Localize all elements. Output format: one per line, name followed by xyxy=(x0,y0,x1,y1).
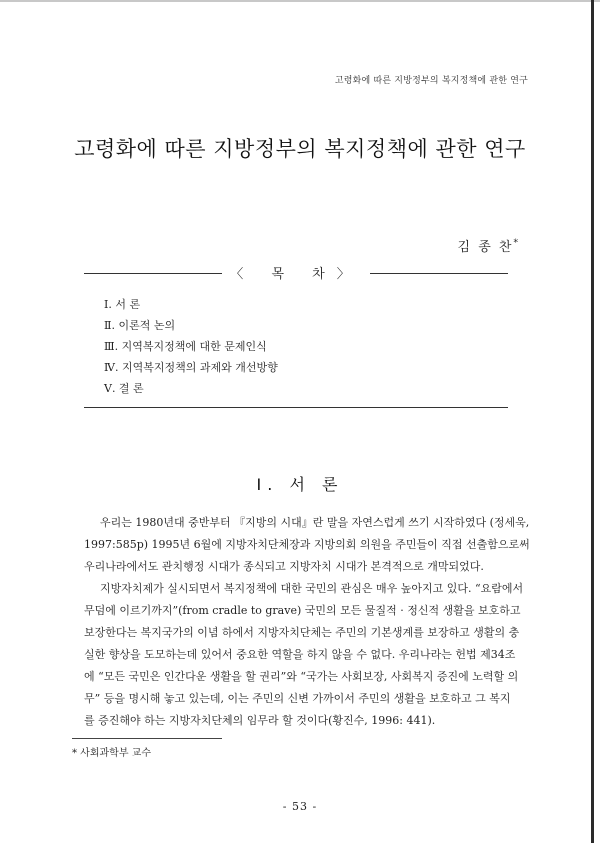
toc-item: Ⅳ. 지역복지정책의 과제와 개선방향 xyxy=(104,361,278,374)
toc-item: Ⅰ. 서 론 xyxy=(104,298,141,311)
toc-heading-text: 목 차 xyxy=(271,267,337,282)
text-line: 지방자치제가 실시되면서 복지정책에 대한 국민의 관심은 매우 높아지고 있다. “요람에서 xyxy=(100,582,524,595)
text-line: 1997:585p) 1995년 6월에 지방자치단체장과 지방의회 의원을 주민들이 직접 선출함으로써 xyxy=(84,538,530,551)
toc-heading-wrap xyxy=(84,263,508,282)
page-number: - 53 - xyxy=(282,800,318,813)
text-line: 무” 등을 명시해 놓고 있는데, 이는 주민의 신변 가까이서 주민의 생활을 보호하고 그 복지 xyxy=(84,692,511,705)
text-line: 우리나라에서도 관치행정 시대가 종식되고 지방자치 시대가 본격적으로 개막되었다. xyxy=(84,560,484,573)
table-of-contents xyxy=(84,267,508,408)
toc-item: Ⅴ. 결 론 xyxy=(104,382,144,395)
toc-item: Ⅱ. 이론적 논의 xyxy=(104,319,176,332)
section-heading: Ⅰ. 서 론 xyxy=(256,475,344,494)
paragraph-2 xyxy=(84,578,524,732)
toc-item: Ⅲ. 지역복지정책에 대한 문제인식 xyxy=(104,340,267,353)
page-top-edge xyxy=(0,0,600,2)
author-footnote-mark: * xyxy=(513,238,518,249)
author-name: 김 종 찬 xyxy=(457,240,514,255)
body-text xyxy=(84,512,530,732)
text-line: 실한 향상을 도모하는데 있어서 중요한 역할을 하지 않을 수 없다. 우리나라는 헌법 제34조 xyxy=(84,648,516,661)
footnote: * 사회과학부 교수 xyxy=(72,748,151,759)
text-line: 에 “모든 국민은 인간다운 생활을 할 권리”와 “국가는 사회보장, 사회복지 증진에 노력할 의 xyxy=(84,670,519,683)
running-header: 고령화에 따른 지방정부의 복지정책에 관한 연구 xyxy=(334,76,528,86)
toc-list xyxy=(104,294,278,399)
paragraph-1 xyxy=(84,512,530,578)
text-line: 우리는 1980년대 중반부터 『지방의 시대』란 말을 자연스럽게 쓰기 시작하였다 (정세욱, xyxy=(100,516,530,529)
text-line: 보장한다는 복지국가의 이념 하에서 지방자치단체는 주민의 기본생계를 보장하고 생활의 충 xyxy=(84,626,520,639)
author xyxy=(458,236,518,255)
footnote-divider xyxy=(72,738,222,739)
page-binding-edge xyxy=(591,0,594,843)
text-line: 무덤에 이르기까지”(from cradle to grave) 국민의 모든 물질적 · 정신적 생활을 보호하고 xyxy=(84,604,521,617)
text-line: 를 증진해야 하는 지방자치단체의 임무라 할 것이다(황진수, 1996: 441). xyxy=(84,714,436,727)
toc-heading: 〈 목 차〉 xyxy=(222,267,369,282)
paper-title: 고령화에 따른 지방정부의 복지정책에 관한 연구 xyxy=(74,137,526,161)
